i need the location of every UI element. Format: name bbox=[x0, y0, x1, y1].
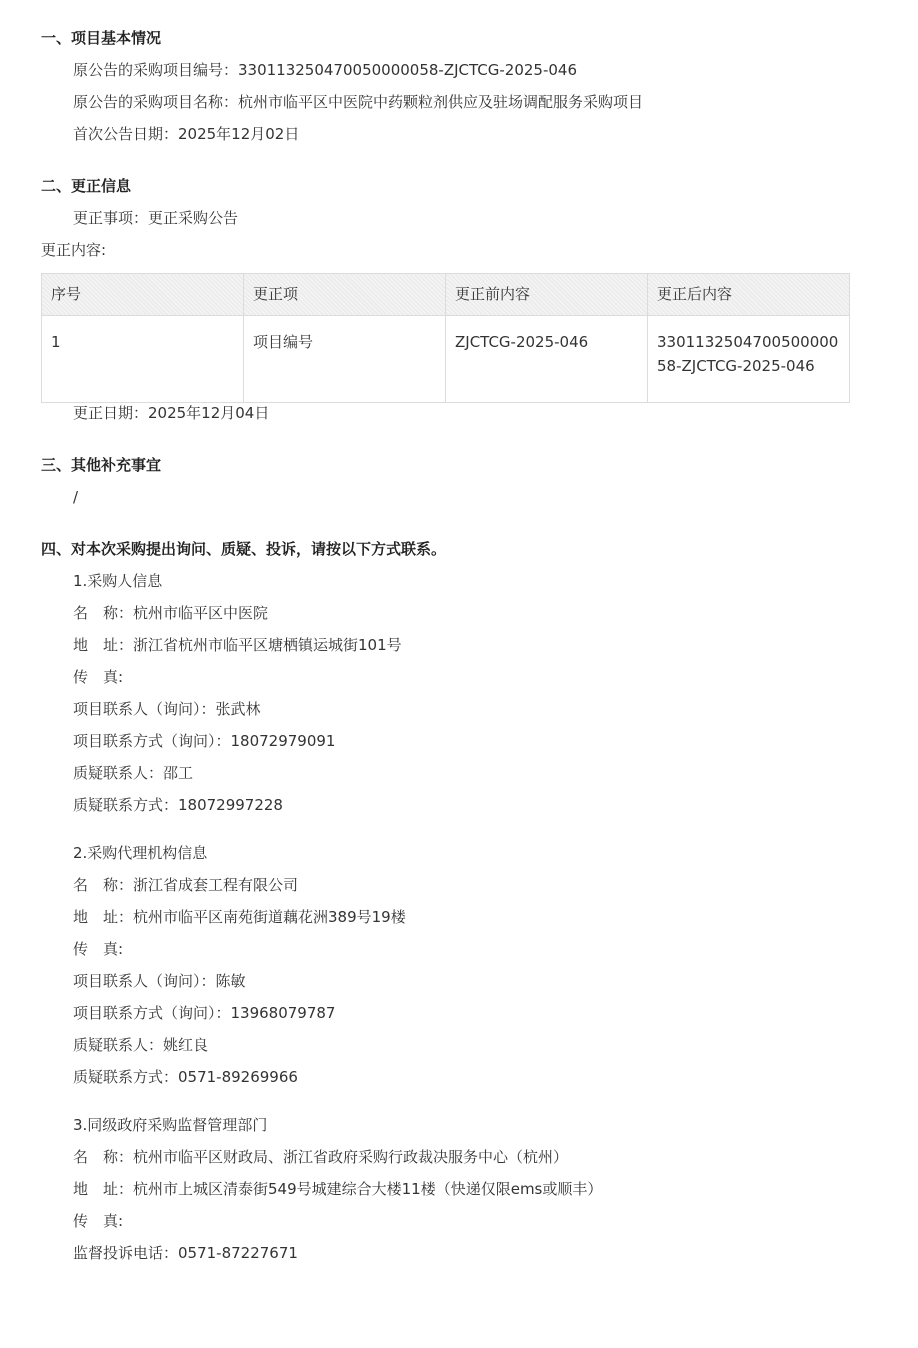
agency-project-phone: 项目联系方式（询问）：13968079787 bbox=[73, 1004, 336, 1022]
section-3-heading: 三、其他补充事宜 bbox=[41, 456, 162, 474]
purchaser-info-title: 1.采购人信息 bbox=[73, 572, 163, 590]
purchaser-project-phone: 项目联系方式（询问）：18072979091 bbox=[73, 732, 336, 750]
supervisor-name: 名 称：杭州市临平区财政局、浙江省政府采购行政裁决服务中心（杭州） bbox=[73, 1148, 569, 1166]
purchaser-project-contact: 项目联系人（询问）：张武林 bbox=[73, 700, 261, 718]
correction-content-label: 更正内容: bbox=[41, 241, 107, 259]
agency-address: 地 址：杭州市临平区南苑街道藕花洲389号19楼 bbox=[73, 908, 406, 926]
original-project-number: 原公告的采购项目编号：330113250470050000058-ZJCTCG-2025-046 bbox=[73, 61, 578, 79]
purchaser-query-phone: 质疑联系方式：18072997228 bbox=[73, 796, 283, 814]
table-row bbox=[42, 316, 850, 403]
agency-query-contact: 质疑联系人：姚红良 bbox=[73, 1036, 209, 1054]
purchaser-address: 地 址：浙江省杭州市临平区塘栖镇运城街101号 bbox=[73, 636, 402, 654]
agency-info-title: 2.采购代理机构信息 bbox=[73, 844, 208, 862]
agency-fax: 传 真: bbox=[73, 940, 124, 958]
supplementary-content: / bbox=[73, 488, 79, 506]
agency-query-phone: 质疑联系方式：0571-89269966 bbox=[73, 1068, 298, 1086]
supervisor-address: 地 址：杭州市上城区清泰街549号城建综合大楼11楼（快递仅限ems或顺丰） bbox=[73, 1180, 603, 1198]
purchaser-name: 名 称：杭州市临平区中医院 bbox=[73, 604, 269, 622]
correction-date: 更正日期：2025年12月04日 bbox=[73, 404, 270, 422]
purchaser-fax: 传 真: bbox=[73, 668, 124, 686]
original-project-name: 原公告的采购项目名称：杭州市临平区中医院中药颗粒剂供应及驻场调配服务采购项目 bbox=[73, 93, 644, 111]
purchaser-query-contact: 质疑联系人：邵工 bbox=[73, 764, 194, 782]
section-2-heading: 二、更正信息 bbox=[41, 177, 132, 195]
column-header-after: 更正后内容 bbox=[648, 274, 850, 316]
correction-matter: 更正事项：更正采购公告 bbox=[73, 209, 239, 227]
agency-project-contact: 项目联系人（询问）：陈敏 bbox=[73, 972, 246, 990]
cell-before: ZJCTCG-2025-046 bbox=[446, 316, 648, 403]
section-4-heading: 四、对本次采购提出询问、质疑、投诉，请按以下方式联系。 bbox=[41, 540, 447, 558]
correction-table bbox=[41, 273, 850, 403]
agency-name: 名 称：浙江省成套工程有限公司 bbox=[73, 876, 299, 894]
supervisor-fax: 传 真: bbox=[73, 1212, 124, 1230]
column-header-item: 更正项 bbox=[244, 274, 446, 316]
cell-index: 1 bbox=[42, 316, 244, 403]
section-1-heading: 一、项目基本情况 bbox=[41, 29, 162, 47]
column-header-before: 更正前内容 bbox=[446, 274, 648, 316]
cell-item: 项目编号 bbox=[244, 316, 446, 403]
supervisor-info-title: 3.同级政府采购监督管理部门 bbox=[73, 1116, 268, 1134]
first-announcement-date: 首次公告日期：2025年12月02日 bbox=[73, 125, 300, 143]
column-header-index: 序号 bbox=[42, 274, 244, 316]
cell-after: 330113250470050000058-ZJCTCG-2025-046 bbox=[648, 316, 850, 403]
table-header-row bbox=[42, 274, 850, 316]
supervisor-complaint-phone: 监督投诉电话：0571-87227671 bbox=[73, 1244, 298, 1262]
